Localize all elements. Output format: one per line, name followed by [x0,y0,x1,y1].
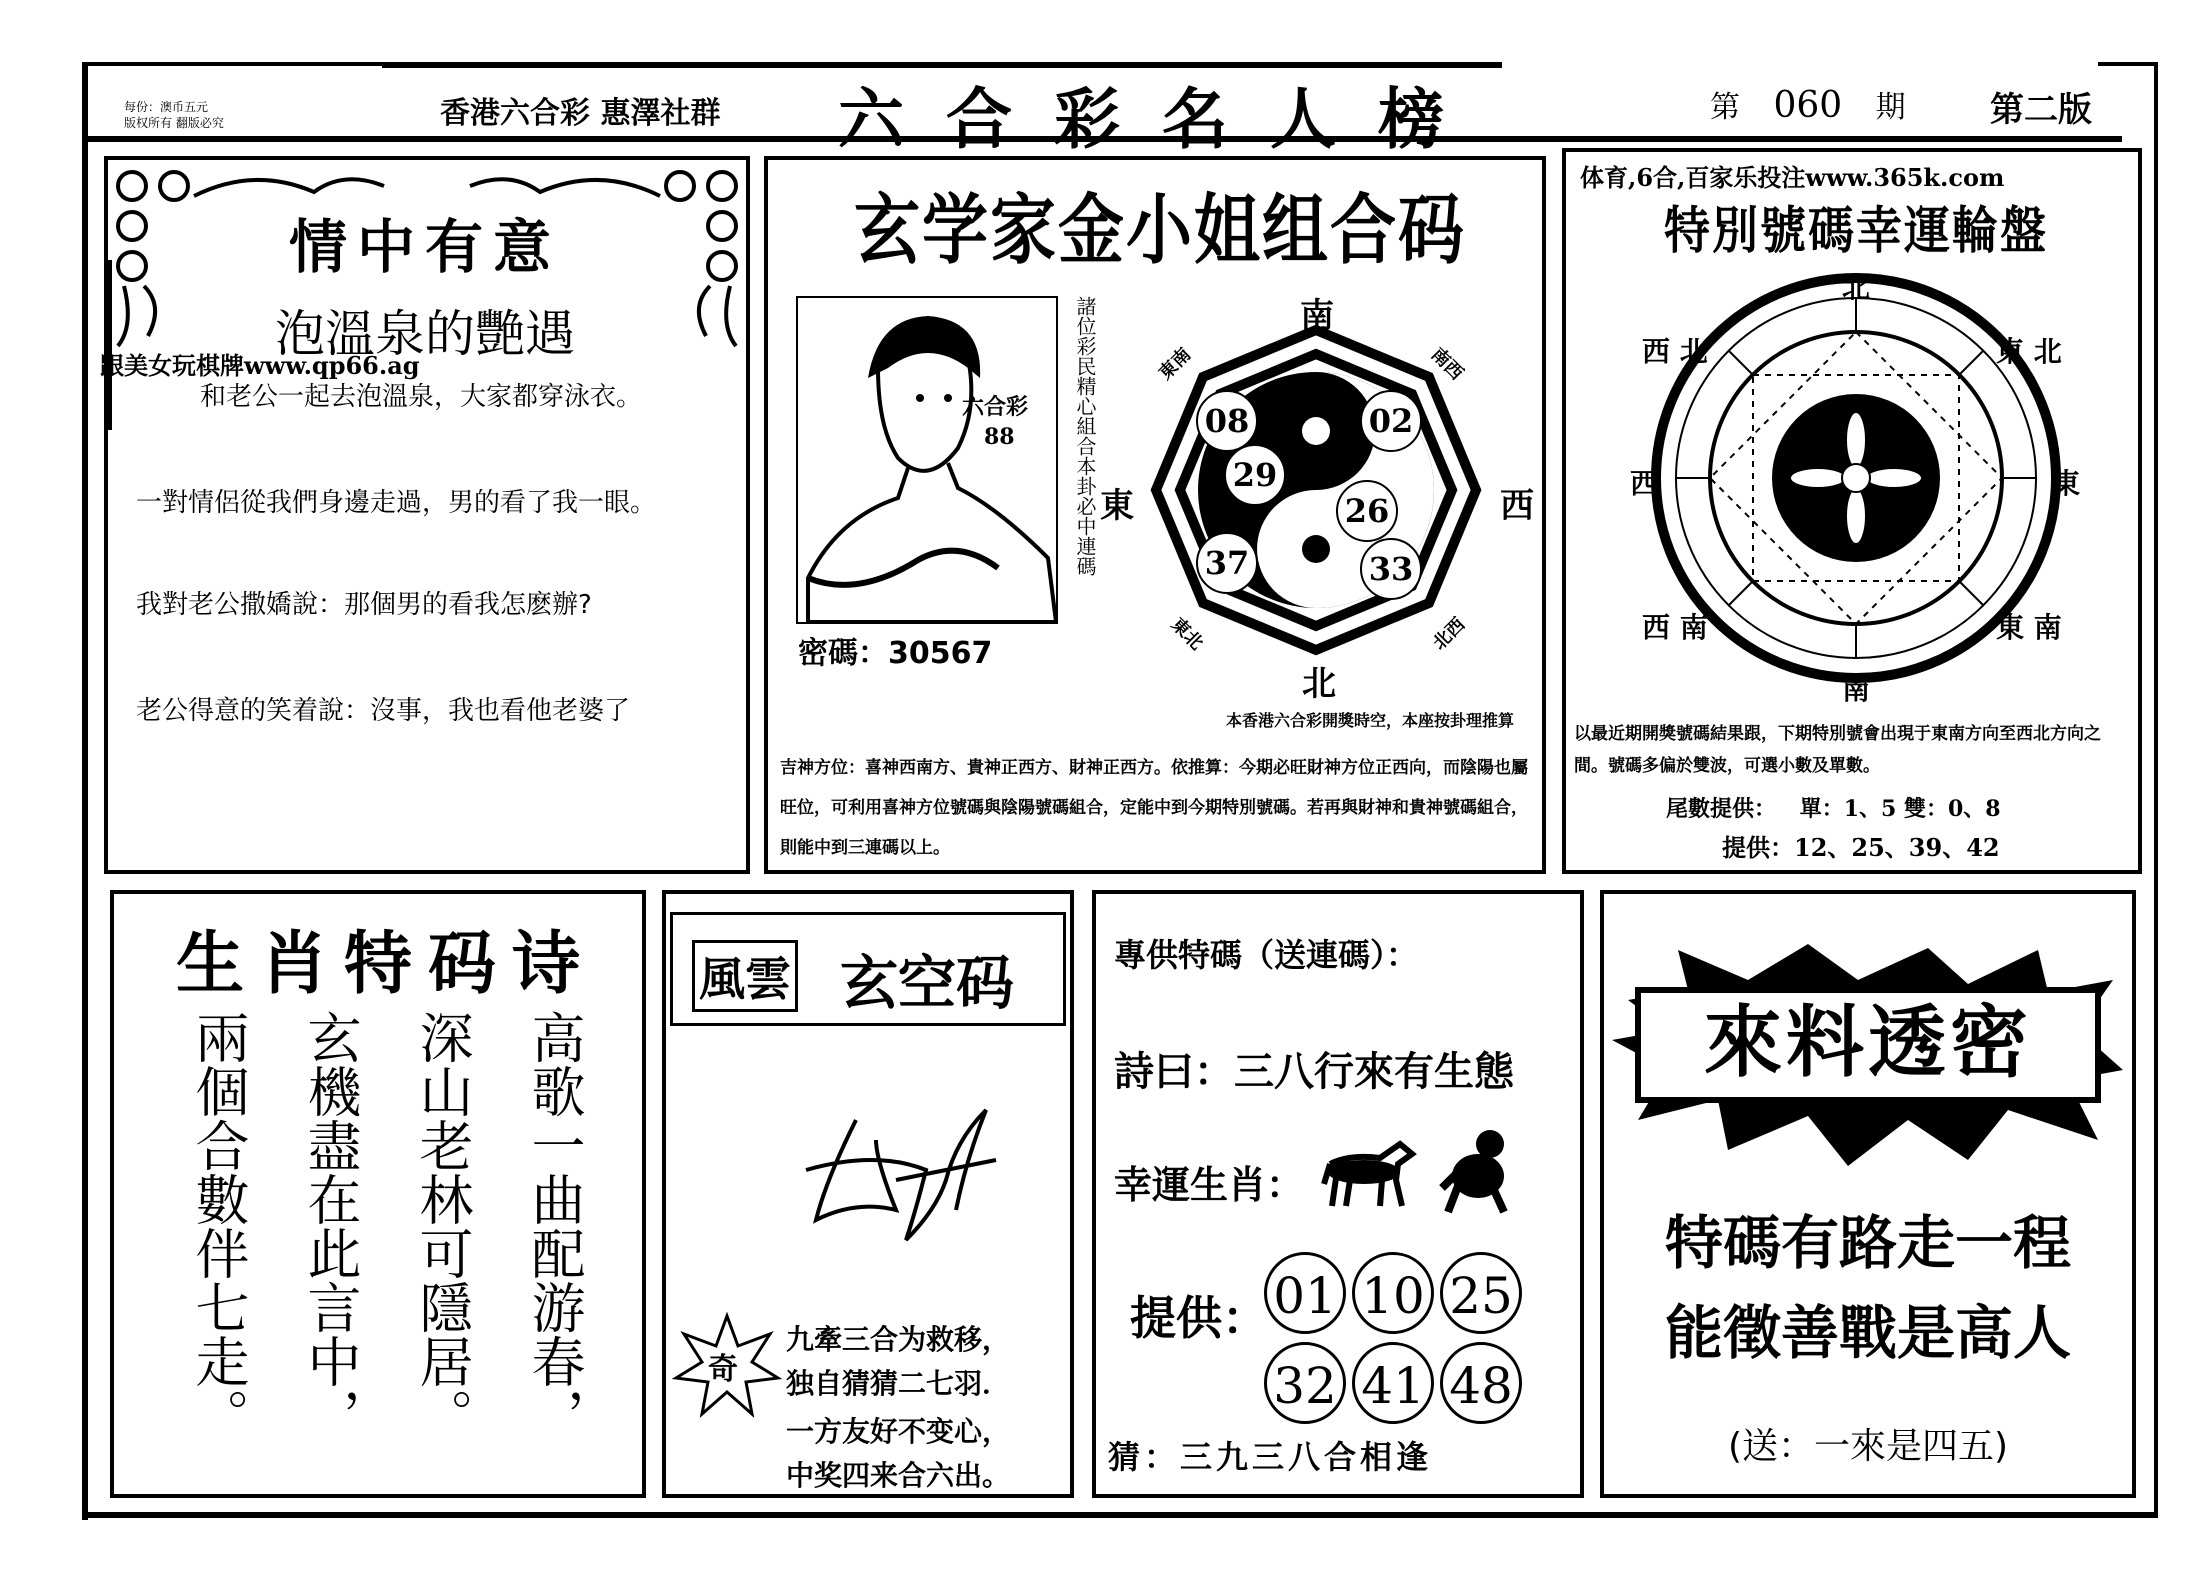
story-line-2: 一對情侶從我們身邊走過，男的看了我一眼。 [136,488,657,518]
dir-north: 北 [1302,664,1336,704]
story-line-4: 老公得意的笑着說：沒事，我也看他老婆了 [136,696,631,726]
issue-suffix: 期 [1875,90,1906,125]
wheel-tail [1666,792,2001,823]
xuankong-title-left: 風雲 [692,940,798,1012]
special-number: 41 [1352,1342,1434,1424]
poem-title: 生肖特码诗 [176,924,597,1004]
combo-password: 密碼：30567 [798,636,993,671]
top-rule [82,62,382,66]
story-line-3: 我對老公撒嬌說：那個男的看我怎麽辦? [136,590,592,620]
signature-icon [796,1100,1016,1260]
combo-desc: 吉神方位：喜神西南方、貴神正西方、財神正西方。依推算：今期必旺財神方位正西向，而陰陽也屬旺位，可利用喜神方位號碼與陰陽號碼組合，定能中到今期特別號碼。若再與財神和貴神號碼組合，則能中到三連碼以上。 [780,758,1528,858]
reveal-title: 來料透密 [1703,998,2032,1088]
story-line-1: 和老公一起去泡溫泉，大家都穿泳衣。 [200,382,643,412]
dir-east: 東 [1100,486,1134,526]
issue-label [1710,82,1906,126]
wheel-dir-ne: 東 北 [1996,335,2062,368]
combo-note: 本香港六合彩開獎時空，本座按卦理推算 [1226,711,1515,730]
poem-column-3: 深山老林可隱居。 [411,1010,474,1442]
wheel-dir-e: 東 [2052,467,2081,500]
dir-south: 南 [1300,296,1334,336]
reveal-line-1: 特碼有路走一程 [1664,1209,2071,1277]
price-note: 每份：澳币五元 [124,100,209,114]
portrait-label: 六合彩 [962,394,1029,420]
poem-column-2: 玄機盡在此言中， [299,1010,362,1442]
wheel-dir-nw: 西 北 [1642,335,1708,368]
reveal-gift: (送：一來是四五) [1727,1426,2009,1467]
wheel-title: 特別號碼幸運輪盤 [1664,200,2048,260]
issue-prefix: 第 [1710,90,1740,125]
xuankong-line-4: 中奖四来合六出。 [786,1459,1011,1492]
right-rule [2154,62,2158,132]
bagua-number-3: 29 [1224,444,1286,506]
xuankong-line-1: 九牽三合为救移， [786,1323,1011,1356]
special-number: 25 [1440,1252,1522,1334]
combo-vertical-note: 諸位彩民精心組合本卦必中連碼 [1073,296,1097,576]
wheel-provide-label: 提供： [1722,833,1794,862]
portrait-image [798,298,1056,622]
reveal-line-2: 能徵善戰是高人 [1664,1299,2071,1367]
dir-northwest: 北西 [1428,613,1470,655]
special-provide-label: 提供： [1130,1291,1268,1345]
rights-note: 版权所有 翻版必究 [124,116,224,130]
special-numbers-row-1 [1264,1252,1528,1334]
combo-title: 玄学家金小姐组合码 [854,186,1466,275]
xuankong-line-2: 独自猜猜二七羽． [786,1367,1011,1400]
dir-west: 西 [1500,486,1534,526]
bottom-rule [82,1512,2158,1518]
special-poem [1114,1040,1514,1097]
wheel-dir-se: 東 南 [1996,611,2062,644]
bagua-number-2: 02 [1360,390,1422,452]
portrait-sub: 88 [984,424,1015,450]
wheel-tail-label: 尾數提供： [1666,796,1777,822]
org-name: 香港六合彩 惠澤社群 [440,96,721,131]
special-number: 32 [1264,1342,1346,1424]
dir-northeast: 東北 [1166,613,1208,655]
right-rule-bottom [2154,132,2158,1518]
wheel-provide [1722,828,2000,863]
special-lucky-label: 幸運生肖： [1114,1163,1305,1207]
story-ad[interactable]: 跟美女玩棋牌www.qp66.ag [100,351,420,380]
story-title: 情中有意 [288,213,561,281]
bagua-number-6: 33 [1360,538,1422,600]
wheel-provide-value: 12、25、39、42 [1794,833,2000,862]
story-subtitle: 泡溫泉的艷遇 [275,305,575,363]
special-number: 01 [1264,1252,1346,1334]
xuankong-line-3: 一方友好不变心， [786,1415,1011,1448]
special-number: 10 [1352,1252,1434,1334]
wheel-dir-n: 北 [1842,271,1871,304]
left-rule [82,62,88,1520]
special-poem-label: 詩曰： [1114,1049,1234,1095]
bagua-number-1: 08 [1196,390,1258,452]
burst-label: 奇 [708,1352,738,1387]
wheel-dir-s: 南 [1842,673,1871,706]
dir-southeast: 東南 [1154,343,1196,385]
edition: 第二版 [1990,90,2092,130]
poem-column-4: 高歌一曲配游春， [523,1010,586,1442]
special-number: 48 [1440,1342,1522,1424]
bagua-diagram [1146,320,1486,660]
bagua-number-4: 26 [1336,480,1398,542]
wheel-dir-sw: 西 南 [1642,611,1708,644]
bagua-number-5: 37 [1196,532,1258,594]
dir-southwest: 南西 [1426,343,1468,385]
special-numbers-row-2 [1264,1342,1528,1424]
page-title: 六合彩名人榜 [838,80,1486,158]
top-right-bracket [2098,62,2158,66]
wheel-dir-w: 西 [1630,467,1659,500]
poem-column-1: 兩個合數伴七走。 [187,1010,250,1442]
horse-icon [1320,1134,1420,1214]
special-heading: 專供特碼（送連碼）： [1114,936,1419,974]
wheel-desc: 以最近期開獎號碼結果跟，下期特別號會出現于東南方向至西北方向之間。號碼多偏於雙波，可選小數及單數。 [1574,724,2101,776]
special-poem-text: 三八行來有生態 [1234,1049,1514,1095]
xuankong-title-right: 玄空码 [840,949,1015,1017]
issue-number: 060 [1773,85,1843,126]
wheel-ad[interactable]: 体育,6合,百家乐投注www.365k.com [1580,163,2005,192]
special-guess: 猜：三九三八合相逢 [1108,1438,1433,1476]
wheel-tail-value: 單：1、5 雙：0、8 [1799,796,2001,822]
monkey-icon [1434,1126,1524,1216]
